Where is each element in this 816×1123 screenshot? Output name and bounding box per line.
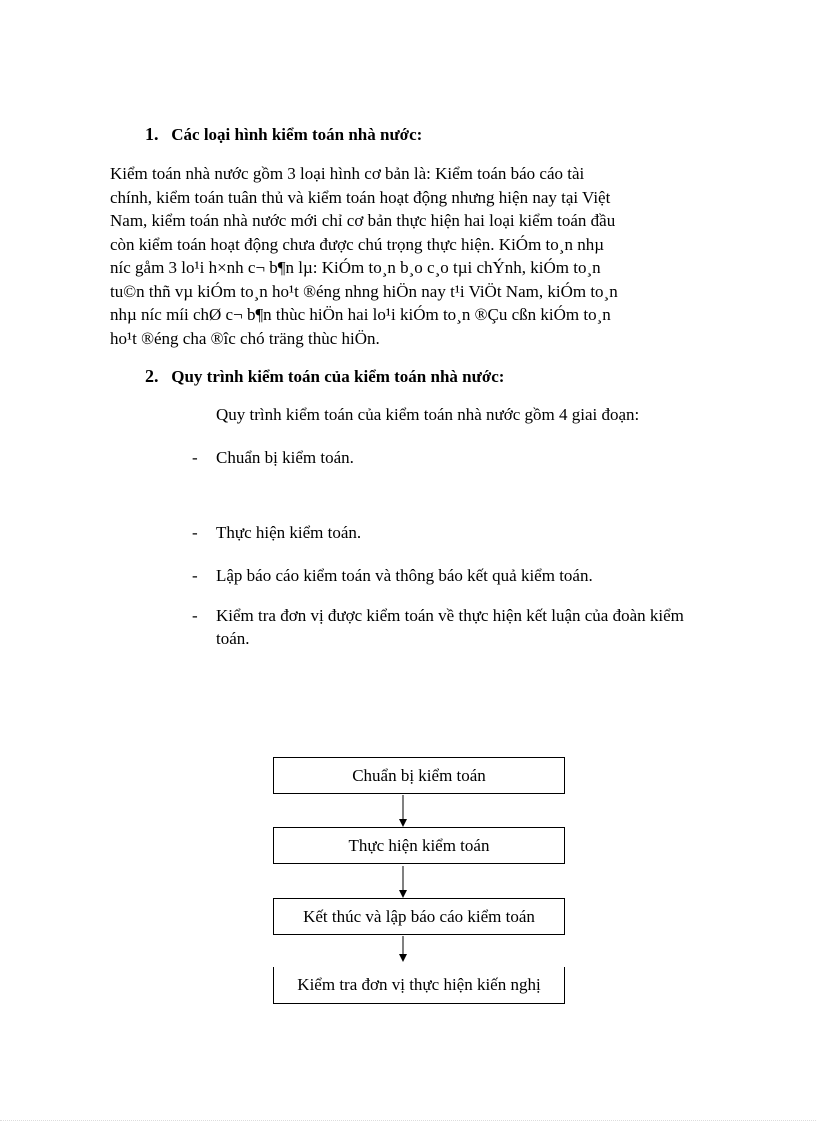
section-1-paragraph [110, 162, 700, 350]
step-item [192, 446, 696, 469]
flow-box-execute: Thực hiện kiểm toán [273, 827, 565, 864]
step-text: Thực hiện kiểm toán. [216, 523, 362, 542]
paragraph-line: ho¹t ®éng cha ®îc chó träng thùc hiÖn. [110, 328, 380, 348]
step-item [192, 604, 696, 650]
section-2-intro: Quy trình kiểm toán của kiểm toán nhà nước gồm 4 giai đoạn: [216, 405, 640, 424]
flow-box-followup: Kiểm tra đơn vị thực hiện kiến nghị [273, 967, 565, 1004]
paragraph-line: chính, kiểm toán tuân thủ và kiểm toán hoạt động nhưng hiện nay tại Việt [110, 187, 611, 207]
step-text: Kiểm tra đơn vị được kiểm toán về thực hiện kết luận của đoàn kiểm toán. [216, 606, 684, 648]
section-1-number: 1. [145, 124, 159, 144]
section-1-heading [145, 124, 422, 145]
list-dash: - [192, 448, 198, 467]
paragraph-line: Kiểm toán nhà nước gồm 3 loại hình cơ bản là: Kiểm toán báo cáo tài [110, 164, 585, 183]
section-2-heading [145, 366, 504, 387]
flow-arrow-2 [396, 866, 410, 898]
paragraph-line: Nam, kiểm toán nhà nước mới chỉ cơ bản thực hiện hai loại kiểm toán đầu [110, 211, 616, 230]
flow-arrow-1 [396, 795, 410, 827]
list-dash: - [192, 606, 198, 625]
section-2-number: 2. [145, 366, 159, 386]
paragraph-line: níc gåm 3 lo¹i h×nh c¬ b¶n lµ: KiÓm to¸n b¸o c¸o tµi chÝnh, kiÓm to¸n [110, 258, 601, 277]
section-2-title: Quy trình kiểm toán của kiểm toán nhà nước: [171, 367, 505, 386]
paragraph-line: nhµ níc míi chØ c¬ b¶n thùc hiÖn hai lo¹i kiÓm to¸n ®Çu cßn kiÓm to¸n [110, 305, 611, 324]
step-text: Chuẩn bị kiểm toán. [216, 448, 354, 467]
step-item [192, 564, 696, 587]
section-1-title: Các loại hình kiểm toán nhà nước: [171, 125, 423, 144]
list-dash: - [192, 523, 198, 542]
flow-arrow-3 [396, 936, 410, 964]
step-item [192, 521, 696, 544]
list-dash: - [192, 566, 198, 585]
page-bottom-edge [0, 1120, 816, 1121]
paragraph-line: tu©n thñ vµ kiÓm to¸n ho¹t ®éng nhng hiÖn nay t¹i ViÖt Nam, kiÓm to¸n [110, 281, 618, 301]
flow-box-report: Kết thúc và lập báo cáo kiểm toán [273, 898, 565, 935]
paragraph-line: còn kiểm toán hoạt động chưa được chú trọng thực hiện. KiÓm to¸n nhµ [110, 234, 604, 254]
flow-box-prepare: Chuẩn bị kiểm toán [273, 757, 565, 794]
step-text: Lập báo cáo kiểm toán và thông báo kết quả kiểm toán. [216, 566, 593, 585]
